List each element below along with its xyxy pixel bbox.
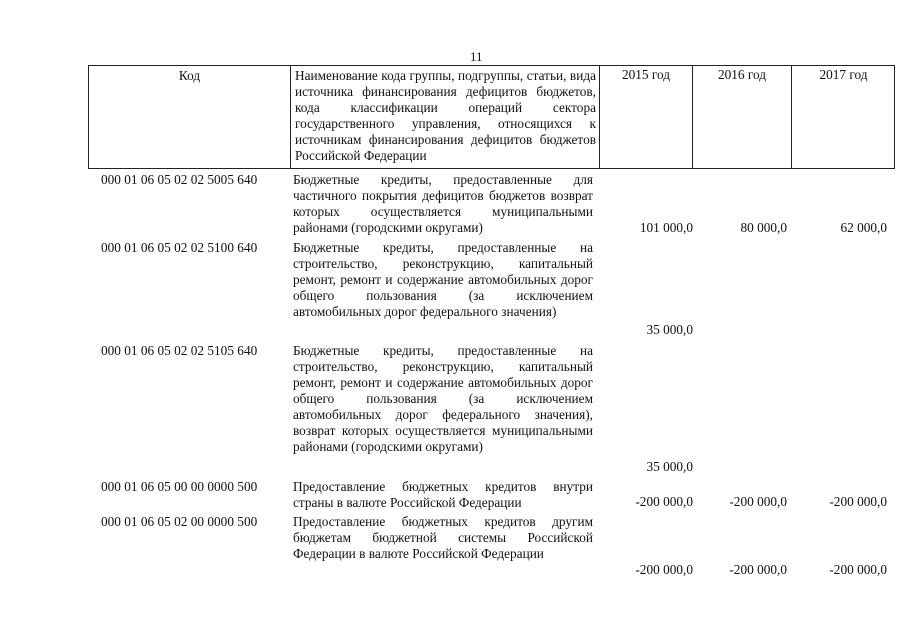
row-value-2017: -200 000,0 [829,494,887,509]
header-2017: 2017 год [791,66,895,168]
row-code: 000 01 06 05 00 00 0000 500 [101,479,258,494]
header-kod: Код [178,68,201,83]
row-value-2015: 101 000,0 [639,220,693,235]
row-value-2015: -200 000,0 [635,494,693,509]
row-value-2015: 35 000,0 [646,322,693,337]
row-value-2015: 35 000,0 [646,459,693,474]
row-code: 000 01 06 05 02 02 5100 640 [101,240,258,255]
row-value-2016: -200 000,0 [729,562,787,577]
header-name: Наименование кода группы, подгруппы, статьи, вида источника финансирования дефицитов бюджетов, кода классификации операций сектора государственного управления, относящихся к источникам финансирования дефицитов бюджетов Российской Федерации [290,66,599,168]
row-value-2015: -200 000,0 [635,562,693,577]
row-value-2016: 80 000,0 [740,220,787,235]
row-value-2016: -200 000,0 [729,494,787,509]
row-value-2017: -200 000,0 [829,562,887,577]
header-2015: 2015 год [599,66,692,168]
row-name: Бюджетные кредиты, предоставленные для частичного покрытия дефицитов бюджетов возврат которых осуществляется муниципальными районами (городскими округами) [293,172,593,235]
row-name: Предоставление бюджетных кредитов другим бюджетам бюджетной системы Российской Федерации в валюте Российской Федерации [293,514,593,561]
row-name: Бюджетные кредиты, предоставленные на строительство, реконструкцию, капитальный ремонт, ремонт и содержание автомобильных дорог общего пользования (за исключением автомобильных дорог федерального значения), возврат которых осуществляется муниципальными районами (городскими округами) [293,343,593,454]
row-code: 000 01 06 05 02 02 5005 640 [101,172,258,187]
page-number: 11 [470,49,483,64]
table-header [88,65,895,169]
row-name: Бюджетные кредиты, предоставленные на строительство, реконструкцию, капитальный ремонт, ремонт и содержание автомобильных дорог общего пользования (за исключением автомобильных дорог федерального значения) [293,240,593,319]
header-2016: 2016 год [692,66,791,168]
row-code: 000 01 06 05 02 00 0000 500 [101,514,258,529]
row-code: 000 01 06 05 02 02 5105 640 [101,343,258,358]
row-name: Предоставление бюджетных кредитов внутри страны в валюте Российской Федерации [293,479,593,510]
row-value-2017: 62 000,0 [840,220,887,235]
